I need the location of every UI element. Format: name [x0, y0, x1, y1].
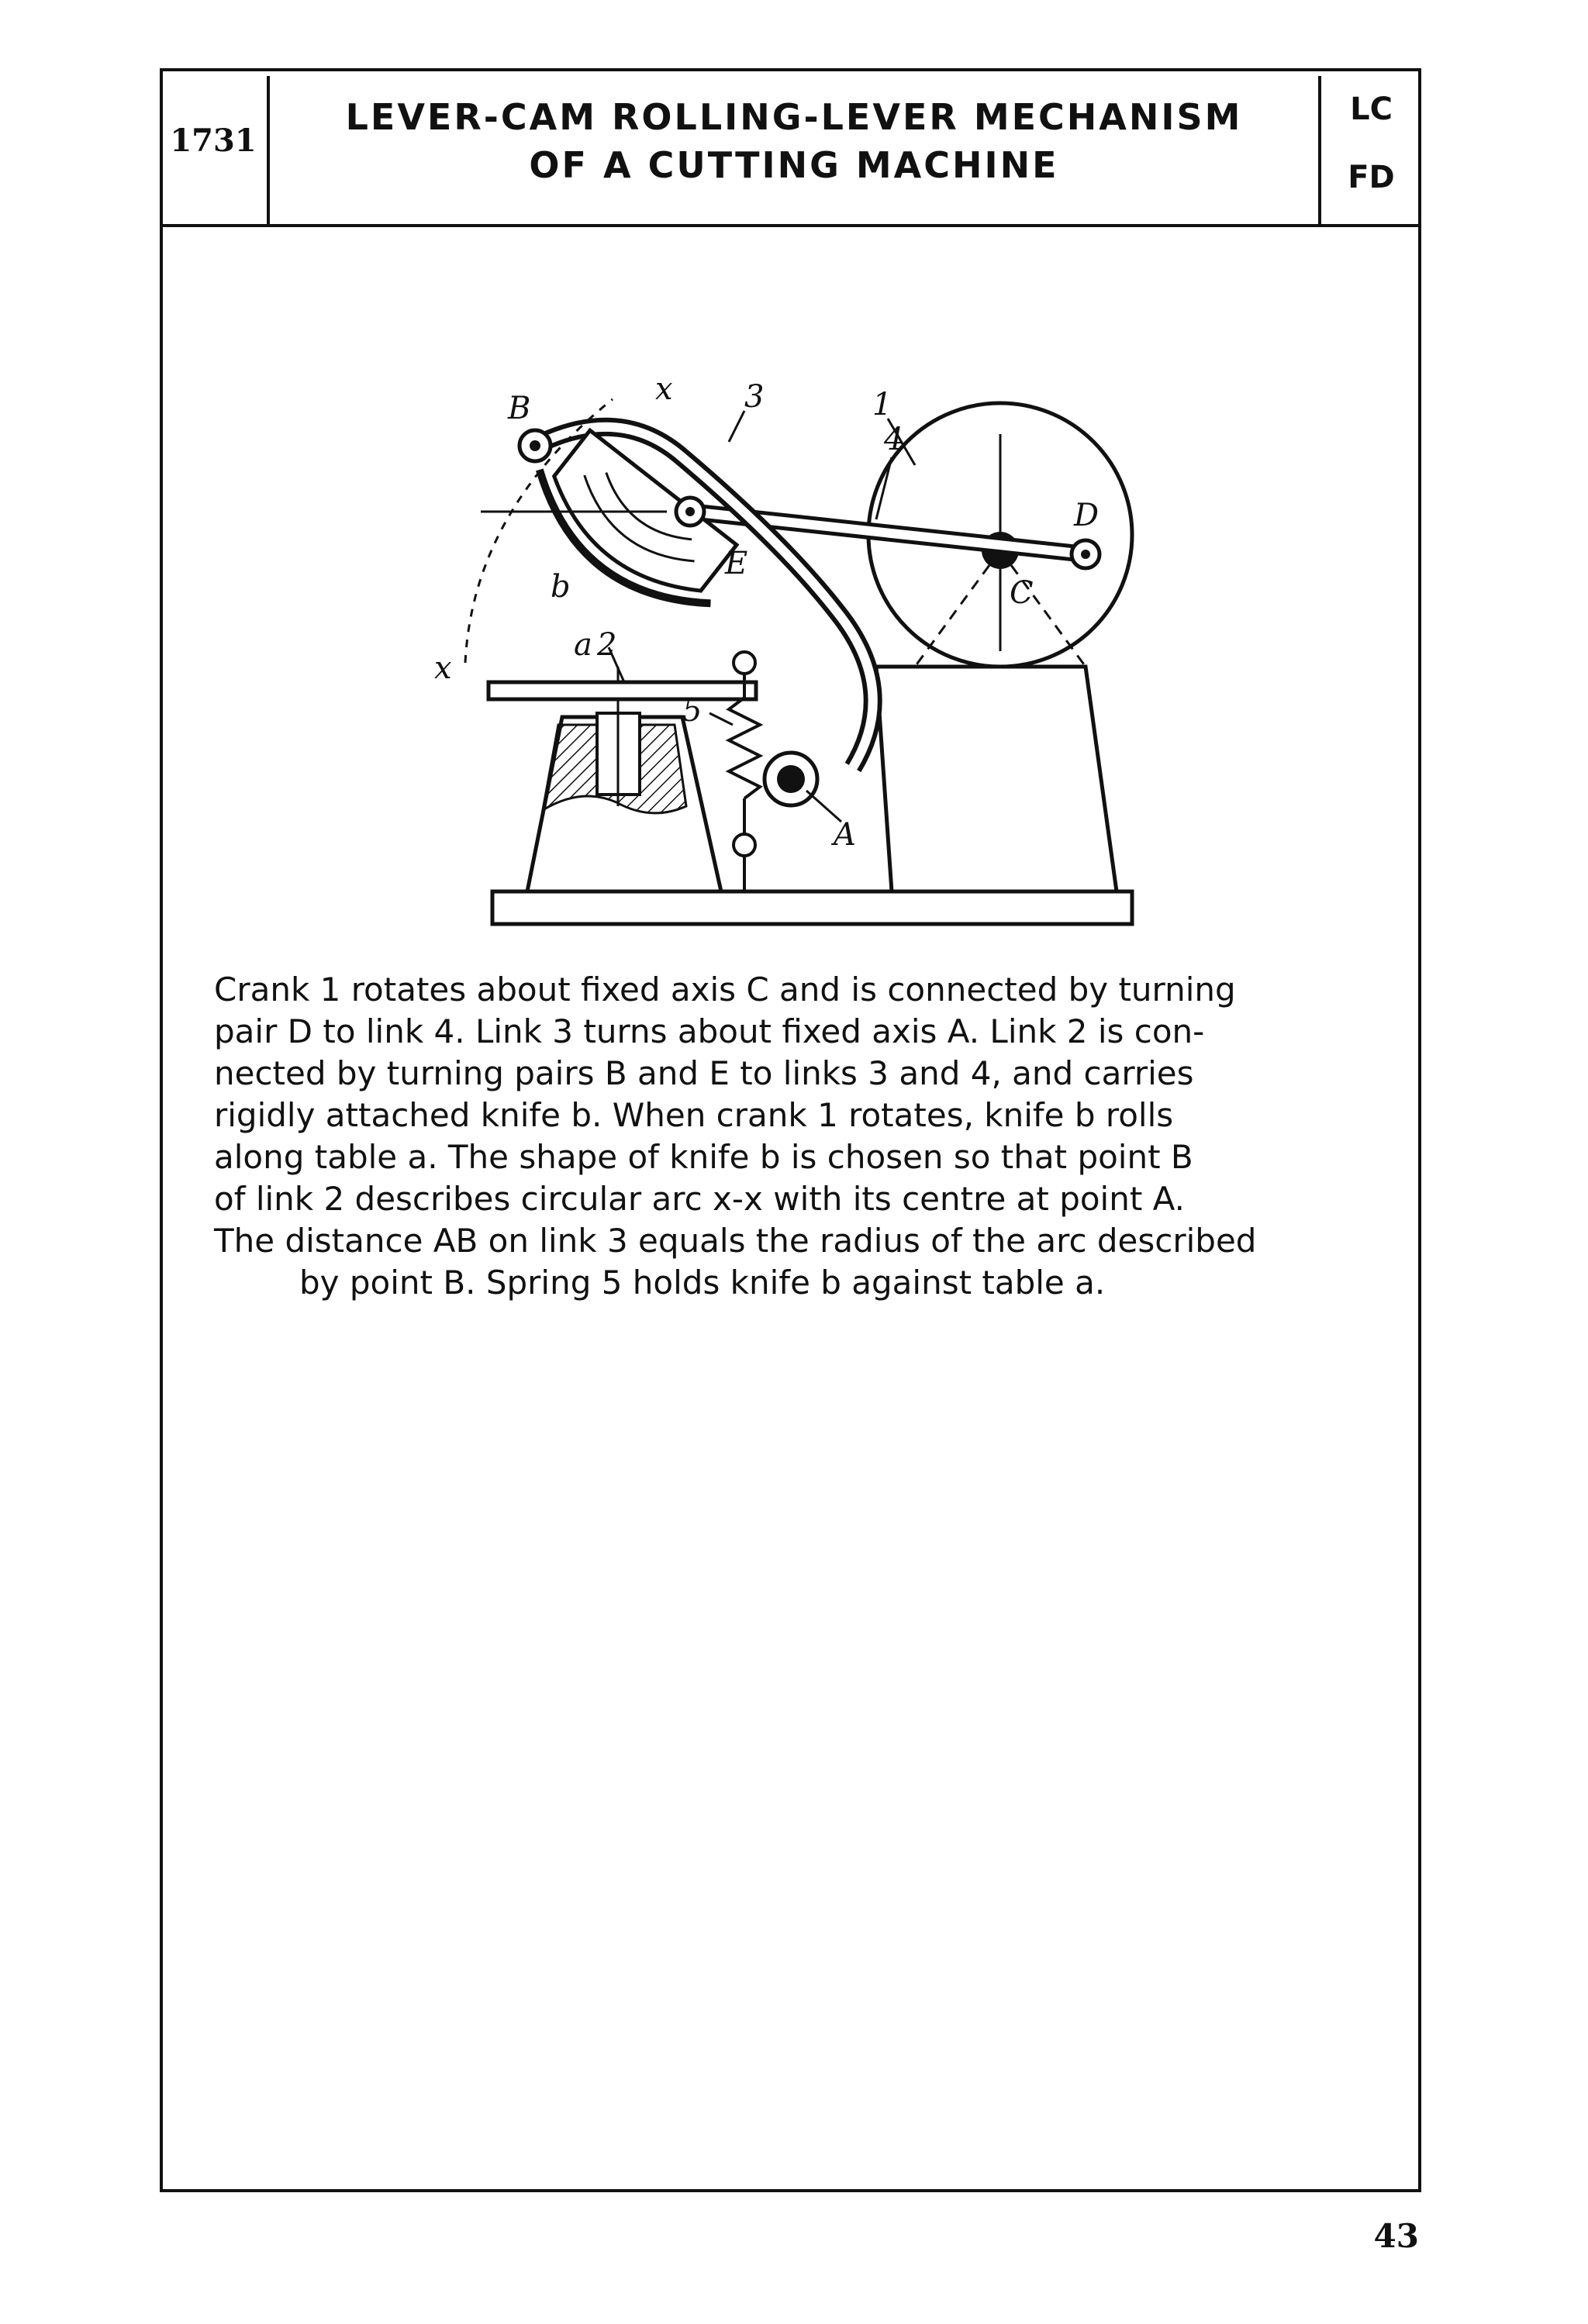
axis-A-bearing	[777, 765, 805, 793]
card-number: 1731	[170, 122, 257, 159]
header-bottom-rule	[160, 224, 1421, 227]
label-arc-x-top: x	[655, 371, 673, 407]
label-pair-E: E	[725, 546, 748, 581]
mechanism-diagram	[419, 357, 1163, 946]
label-link-4: 4	[884, 422, 904, 457]
base-plate	[492, 891, 1132, 924]
description-line: nected by turning pairs B and E to links 3 and 4, and carries	[214, 1054, 1194, 1092]
classification-code-top: LC	[1350, 91, 1393, 127]
label-axis-C: C	[1010, 575, 1034, 611]
label-crank-1: 1	[872, 387, 892, 422]
frame-left-rule	[160, 68, 163, 2192]
classification-code-bottom: FD	[1348, 160, 1395, 195]
table	[488, 682, 756, 699]
description-line: The distance AB on link 3 equals the radius of the arc described	[214, 1222, 1257, 1260]
label-arc-x-bottom: x	[434, 650, 452, 686]
description-line: by point B. Spring 5 holds knife b against table a.	[299, 1264, 1106, 1302]
frame-bottom-rule	[160, 2189, 1421, 2192]
description-line: Crank 1 rotates about fixed axis C and is connected by turning	[214, 971, 1236, 1009]
description-line: rigidly attached knife b. When crank 1 rotates, knife b rolls	[214, 1096, 1174, 1134]
mechanism-description	[214, 969, 1377, 1304]
label-pair-B: B	[508, 391, 531, 426]
pair-E-center	[685, 507, 695, 516]
pair-D-center	[1081, 550, 1090, 559]
card-title	[270, 93, 1318, 189]
frame-right-rule	[1418, 68, 1421, 2192]
spring-5	[729, 698, 760, 798]
page-number: 43	[1373, 2217, 1419, 2255]
title-line-1: LEVER-CAM ROLLING-LEVER MECHANISM	[345, 96, 1243, 138]
label-link-3: 3	[744, 379, 765, 415]
label-link-2: 2	[597, 627, 617, 663]
leader-5	[709, 713, 733, 725]
label-spring-5: 5	[682, 693, 703, 729]
description-line: along table a. The shape of knife b is chosen so that point B	[214, 1138, 1193, 1176]
label-pair-D: D	[1074, 498, 1100, 533]
label-axis-A: A	[834, 817, 856, 853]
pair-B-center	[530, 440, 540, 451]
card-header	[160, 68, 1421, 227]
title-line-2: OF A CUTTING MACHINE	[529, 144, 1059, 186]
description-line: pair D to link 4. Link 3 turns about fixed axis A. Link 2 is con-	[214, 1012, 1205, 1050]
crank-pedestal	[876, 667, 1117, 891]
spring-link-pin	[734, 652, 755, 674]
label-table-a: a	[574, 627, 592, 663]
spring-anchor	[734, 834, 755, 856]
label-knife-b: b	[551, 569, 571, 605]
leader-3	[729, 411, 744, 442]
description-line: of link 2 describes circular arc x-x with its centre at point A.	[214, 1180, 1186, 1218]
